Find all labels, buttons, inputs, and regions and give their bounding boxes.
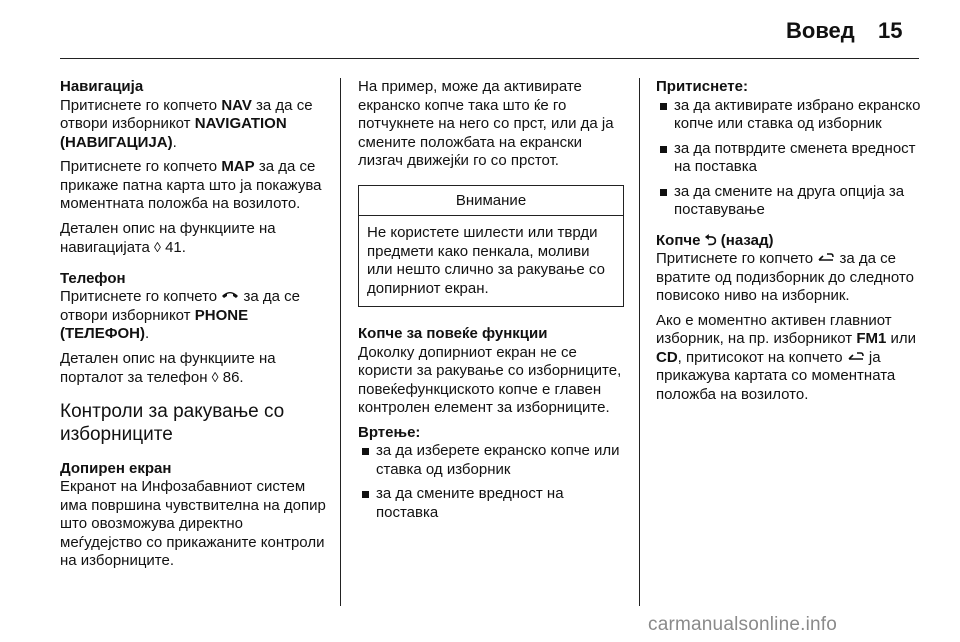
nav-button-label: NAV	[221, 96, 252, 114]
back-paragraph-1: Притиснете го копчето за да се вратите од подизборник до следното повисоко ниво на изборник.	[656, 250, 914, 305]
column-divider-2	[639, 78, 640, 606]
touchscreen-heading: Допирен екран	[60, 459, 172, 477]
column-2	[358, 78, 624, 528]
navigation-paragraph-2: Притиснете го копчето MAP за да се прикаже патна карта што ја покажува моментната положба на возилото.	[60, 158, 322, 212]
page-number: 15	[878, 18, 903, 43]
press-list	[656, 97, 922, 220]
warning-body: Не користете шилести или тврди предмети како пенкала, моливи или нешто слично за ракување со допирниот екран.	[367, 224, 605, 297]
column-1	[60, 78, 326, 577]
back-button-heading: Копче ⮌ (назад)	[656, 231, 774, 249]
list-item: за да активирате избрано екранско копче или ставка од изборник	[656, 97, 922, 134]
navigation-paragraph-1: Притиснете го копчето NAV за да се отвори изборникот NAVIGATION (НАВИГАЦИЈА).	[60, 96, 313, 151]
phone-paragraph-1: Притиснете го копчето за да се отвори изборникот PHONE (ТЕЛЕФОН).	[60, 288, 300, 343]
navigation-menu-label: NAVIGATION (НАВИГАЦИЈА)	[60, 115, 287, 151]
navigation-paragraph-3: Детален опис на функциите на навигацијата ◊ 41.	[60, 219, 276, 256]
list-item: за да потврдите сменета вредност на поставка	[656, 140, 922, 177]
touchscreen-intro: На пример, може да активирате екранско копче така што ќе го потчукнете на него со прст, или да ја смените положбата на екрански лизгач движејќи го со прстот.	[358, 78, 614, 169]
watermark: carmanualsonline.info	[648, 614, 838, 635]
column-3	[656, 78, 922, 410]
controls-heading: Контроли за ракување со изборниците	[60, 400, 285, 445]
phone-paragraph-2: Детален опис на функциите на порталот за телефон ◊ 86.	[60, 349, 276, 387]
turn-list	[358, 442, 624, 522]
navigation-section	[60, 78, 326, 258]
phone-section	[60, 270, 326, 388]
multifunction-heading: Копче за повеќе функции	[358, 325, 548, 342]
phone-menu-label: PHONE (ТЕЛЕФОН)	[60, 306, 249, 343]
phone-handset-icon	[221, 288, 239, 307]
list-item: за да смените вредност на поставка	[358, 485, 624, 522]
phone-heading: Телефон	[60, 269, 126, 287]
page-reference-icon: ◊	[211, 369, 219, 386]
fm1-label: FM1	[856, 330, 887, 348]
map-button-label: MAP	[221, 158, 255, 175]
press-heading: Притиснете:	[656, 78, 748, 95]
list-item: за да смените на друга опција за поставување	[656, 183, 922, 220]
page-reference-icon: ◊	[153, 239, 161, 255]
touchscreen-paragraph: Екранот на Инфозабавниот систем има површина чувствителна на допир што овозможува директно меѓудејство со прикажаните контроли на изборниците.	[60, 478, 326, 570]
warning-box	[358, 185, 624, 308]
cd-label: CD	[656, 348, 678, 366]
warning-title: Внимание	[359, 186, 623, 217]
multifunction-paragraph: Доколку допирниот екран не се користи за ракување со изборниците, повеќефункциското копче е главен контролен елемент за изборниците.	[358, 343, 622, 416]
column-divider-1	[340, 78, 341, 606]
back-arrow-icon	[847, 349, 865, 368]
back-paragraph-2: Ако е моментно активен главниот изборник, на пр. изборникот FM1 или CD, притисокот на копчето ја прикажува картата со моментната положба на возилото.	[656, 311, 917, 403]
turn-heading: Вртење:	[358, 423, 421, 441]
page-title: Вовед	[786, 18, 855, 43]
navigation-heading: Навигација	[60, 78, 144, 95]
back-arrow-icon	[817, 250, 835, 269]
header-divider	[60, 58, 919, 59]
list-item: за да изберете екранско копче или ставка од изборник	[358, 442, 624, 479]
